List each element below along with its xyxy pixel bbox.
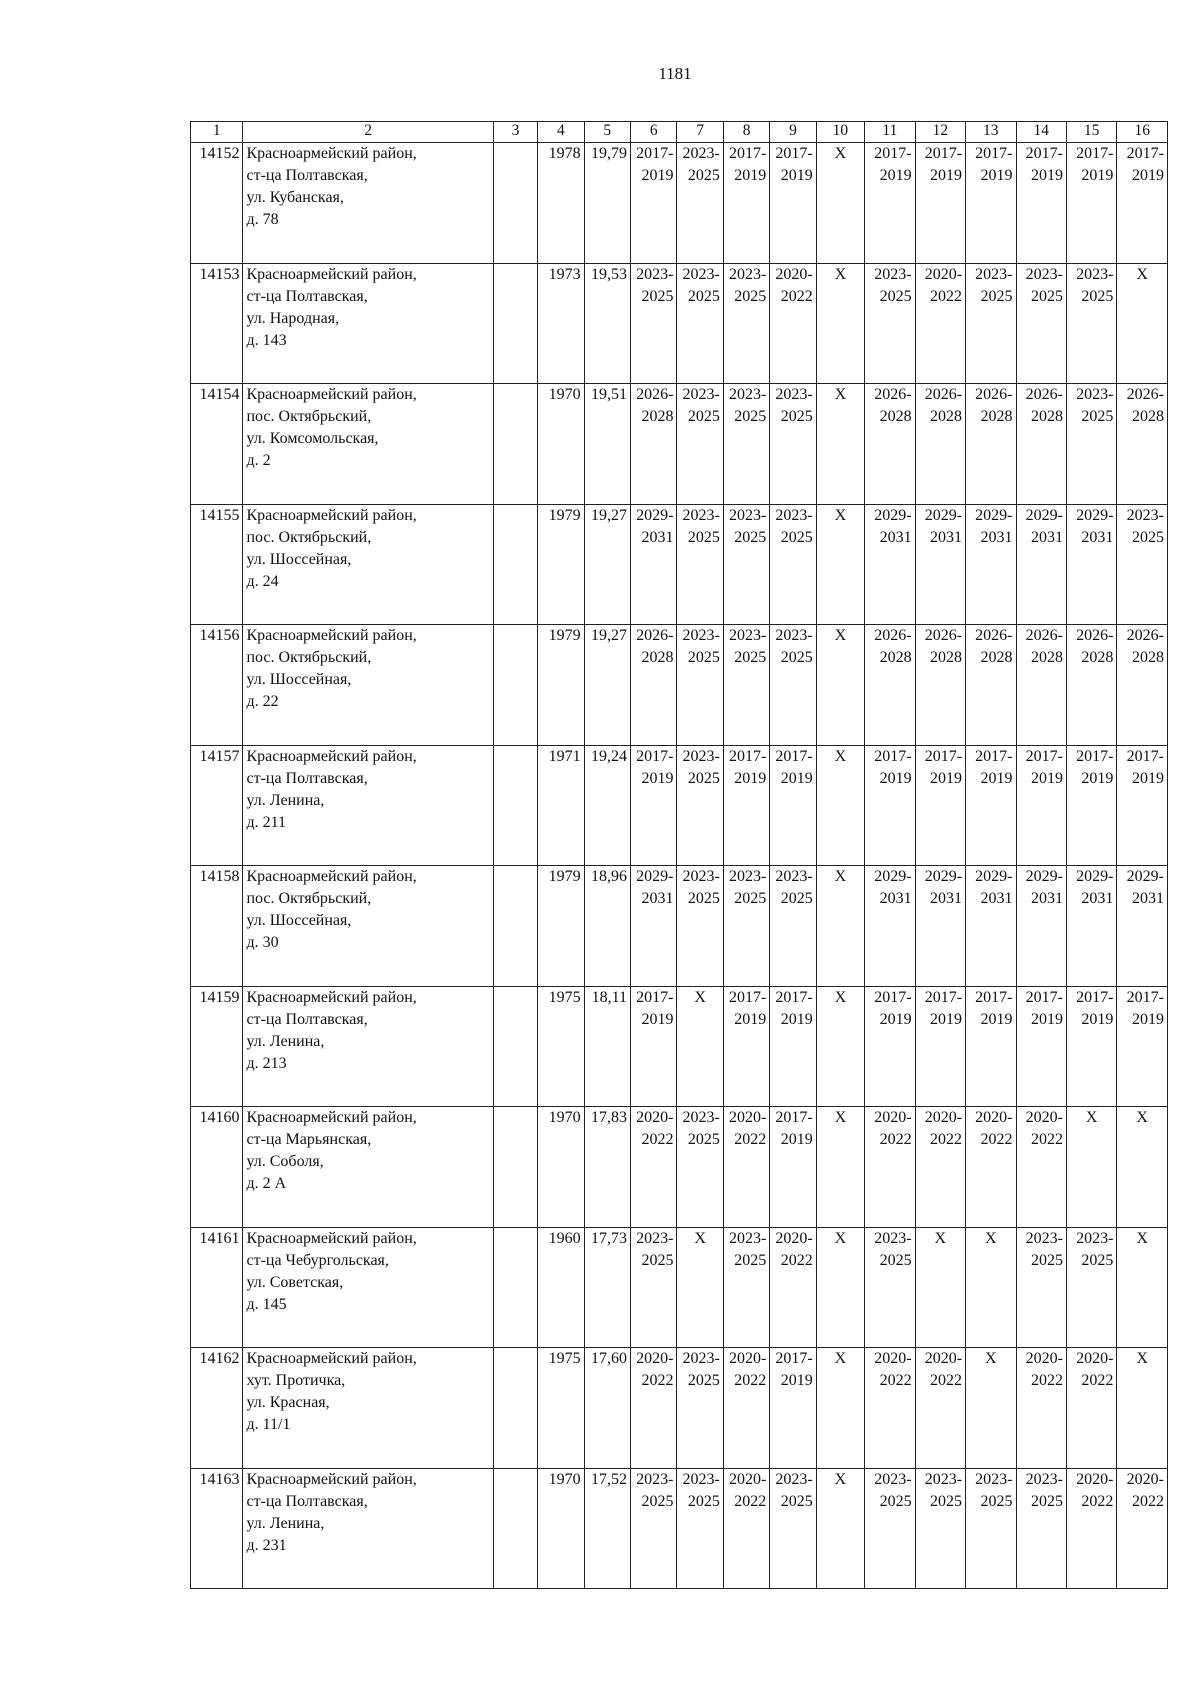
not-applicable-cell: X — [1066, 1107, 1116, 1228]
build-year: 1960 — [538, 1227, 584, 1348]
period-cell: 2026- 2028 — [865, 384, 915, 505]
period-cell: 2023- 2025 — [770, 625, 816, 746]
column-header: 3 — [493, 122, 537, 143]
address-line: ул. Шоссейная, — [246, 550, 352, 568]
period-cell: 2023- 2025 — [770, 504, 816, 625]
register-table — [190, 121, 1168, 1589]
not-applicable-cell: X — [816, 384, 864, 505]
build-year: 1979 — [538, 504, 584, 625]
column-3-cell — [493, 625, 537, 746]
address-line: ул. Соболя, — [246, 1153, 324, 1170]
value-cell: 19,27 — [584, 625, 630, 746]
period-cell: 2023- 2025 — [677, 866, 723, 987]
period-cell: 2020- 2022 — [915, 1348, 965, 1469]
period-cell: 2026- 2028 — [631, 384, 677, 505]
period-cell: 2026- 2028 — [966, 625, 1016, 746]
address-line: Красноармейский район, — [246, 1350, 417, 1367]
address-line: ст-ца Полтавская, — [246, 1492, 368, 1510]
column-header: 16 — [1117, 122, 1168, 143]
column-header: 11 — [865, 122, 915, 143]
period-cell: 2029- 2031 — [1066, 504, 1116, 625]
address-line: ул. Ленина, — [246, 1032, 325, 1050]
value-cell: 19,53 — [584, 263, 630, 384]
period-cell: 2017- 2019 — [1066, 745, 1116, 866]
address-line: хут. Протичка, — [246, 1372, 346, 1389]
period-cell: 2023- 2025 — [677, 1107, 723, 1228]
period-cell: 2026- 2028 — [1117, 625, 1168, 746]
object-id: 14154 — [191, 384, 243, 505]
page-number: 1181 — [658, 64, 692, 83]
period-cell: 2020- 2022 — [865, 1348, 915, 1469]
object-id: 14156 — [191, 625, 243, 746]
period-cell: 2023- 2025 — [1117, 504, 1168, 625]
not-applicable-cell: X — [677, 986, 723, 1107]
object-id: 14152 — [191, 143, 243, 264]
address-line: пос. Октябрьский, — [246, 528, 372, 546]
build-year: 1975 — [538, 986, 584, 1107]
period-cell: 2017- 2019 — [1066, 143, 1116, 264]
address-cell — [243, 745, 493, 866]
column-header: 12 — [915, 122, 965, 143]
period-cell: 2020- 2022 — [770, 1227, 816, 1348]
column-header: 14 — [1016, 122, 1066, 143]
column-header: 9 — [770, 122, 816, 143]
period-cell: 2020- 2022 — [770, 263, 816, 384]
build-year: 1970 — [538, 384, 584, 505]
address-line: д. 22 — [246, 693, 279, 710]
period-cell: 2029- 2031 — [1117, 866, 1168, 987]
value-cell: 19,27 — [584, 504, 630, 625]
period-cell: 2017- 2019 — [1117, 986, 1168, 1107]
address-line: Красноармейский район, — [246, 988, 417, 1006]
build-year: 1979 — [538, 625, 584, 746]
column-header: 5 — [584, 122, 630, 143]
not-applicable-cell: X — [816, 745, 864, 866]
address-line: ул. Кубанская, — [246, 189, 344, 206]
period-cell: 2023- 2025 — [865, 1227, 915, 1348]
period-cell: 2020- 2022 — [966, 1107, 1016, 1228]
not-applicable-cell: X — [1117, 1348, 1168, 1469]
period-cell: 2023- 2025 — [677, 384, 723, 505]
period-cell: 2017- 2019 — [966, 986, 1016, 1107]
period-cell: 2023- 2025 — [770, 1468, 816, 1589]
address-line: ст-ца Полтавская, — [246, 769, 368, 787]
address-line: ул. Ленина, — [246, 791, 325, 809]
period-cell: 2017- 2019 — [770, 1107, 816, 1228]
period-cell: 2023- 2025 — [677, 143, 723, 264]
value-cell: 18,96 — [584, 866, 630, 987]
period-cell: 2029- 2031 — [915, 504, 965, 625]
column-header: 1 — [191, 122, 243, 143]
column-3-cell — [493, 504, 537, 625]
table-row — [191, 384, 1168, 505]
period-cell: 2020- 2022 — [723, 1107, 769, 1228]
period-cell: 2017- 2019 — [1117, 143, 1168, 264]
not-applicable-cell: X — [816, 143, 864, 264]
build-year: 1973 — [538, 263, 584, 384]
period-cell: 2029- 2031 — [865, 504, 915, 625]
address-line: Красноармейский район, — [246, 1229, 417, 1247]
address-line: Красноармейский район, — [246, 506, 417, 524]
table-body — [191, 143, 1168, 1589]
not-applicable-cell: X — [816, 1227, 864, 1348]
period-cell: 2023- 2025 — [723, 1227, 769, 1348]
object-id: 14155 — [191, 504, 243, 625]
address-cell — [243, 143, 493, 264]
address-line: ст-ца Чебургольская, — [246, 1251, 389, 1269]
period-cell: 2017- 2019 — [770, 986, 816, 1107]
not-applicable-cell: X — [966, 1227, 1016, 1348]
address-line: ул. Советская, — [246, 1273, 344, 1291]
address-line: ул. Ленина, — [246, 1514, 325, 1532]
not-applicable-cell: X — [816, 1107, 864, 1228]
column-header: 4 — [538, 122, 584, 143]
address-line: д. 211 — [246, 813, 287, 831]
address-line: ул. Народная, — [246, 309, 340, 327]
address-line: пос. Октябрьский, — [246, 408, 372, 425]
value-cell: 17,83 — [584, 1107, 630, 1228]
address-line: д. 2 А — [246, 1175, 287, 1192]
address-line: д. 30 — [246, 934, 279, 951]
period-cell: 2029- 2031 — [1066, 866, 1116, 987]
address-cell — [243, 263, 493, 384]
address-cell — [243, 625, 493, 746]
address-line: Красноармейский район, — [246, 627, 417, 644]
address-line: ул. Красная, — [246, 1394, 330, 1411]
build-year: 1971 — [538, 745, 584, 866]
address-cell — [243, 384, 493, 505]
object-id: 14158 — [191, 866, 243, 987]
period-cell: 2026- 2028 — [966, 384, 1016, 505]
address-line: д. 213 — [246, 1054, 287, 1072]
period-cell: 2026- 2028 — [915, 625, 965, 746]
not-applicable-cell: X — [816, 1468, 864, 1589]
table-row — [191, 1107, 1168, 1228]
value-cell: 17,52 — [584, 1468, 630, 1589]
address-line: д. 24 — [246, 572, 279, 590]
address-line: д. 78 — [246, 211, 279, 228]
period-cell: 2029- 2031 — [966, 866, 1016, 987]
column-3-cell — [493, 866, 537, 987]
column-3-cell — [493, 143, 537, 264]
column-3-cell — [493, 384, 537, 505]
period-cell: 2020- 2022 — [631, 1107, 677, 1228]
address-line: д. 11/1 — [246, 1416, 291, 1433]
period-cell: 2023- 2025 — [677, 504, 723, 625]
object-id: 14161 — [191, 1227, 243, 1348]
period-cell: 2029- 2031 — [915, 866, 965, 987]
period-cell: 2023- 2025 — [677, 745, 723, 866]
table-row — [191, 1468, 1168, 1589]
object-id: 14160 — [191, 1107, 243, 1228]
table-row — [191, 143, 1168, 264]
period-cell: 2023- 2025 — [915, 1468, 965, 1589]
address-line: Красноармейский район, — [246, 386, 417, 403]
period-cell: 2029- 2031 — [966, 504, 1016, 625]
period-cell: 2023- 2025 — [723, 504, 769, 625]
column-3-cell — [493, 1348, 537, 1469]
column-header: 10 — [816, 122, 864, 143]
period-cell: 2017- 2019 — [631, 143, 677, 264]
period-cell: 2023- 2025 — [677, 625, 723, 746]
column-header: 15 — [1066, 122, 1116, 143]
object-id: 14157 — [191, 745, 243, 866]
column-header: 8 — [723, 122, 769, 143]
period-cell: 2023- 2025 — [723, 384, 769, 505]
address-line: Красноармейский район, — [246, 747, 417, 765]
period-cell: 2026- 2028 — [865, 625, 915, 746]
address-line: пос. Октябрьский, — [246, 890, 372, 907]
period-cell: 2020- 2022 — [915, 1107, 965, 1228]
period-cell: 2017- 2019 — [631, 986, 677, 1107]
period-cell: 2026- 2028 — [1016, 384, 1066, 505]
column-3-cell — [493, 986, 537, 1107]
address-line: д. 143 — [246, 331, 287, 349]
not-applicable-cell: X — [1117, 1227, 1168, 1348]
period-cell: 2023- 2025 — [1016, 263, 1066, 384]
column-header: 13 — [966, 122, 1016, 143]
period-cell: 2017- 2019 — [865, 986, 915, 1107]
not-applicable-cell: X — [1117, 263, 1168, 384]
period-cell: 2023- 2025 — [677, 1468, 723, 1589]
period-cell: 2020- 2022 — [723, 1468, 769, 1589]
address-line: Красноармейский район, — [246, 1109, 417, 1126]
not-applicable-cell: X — [816, 625, 864, 746]
not-applicable-cell: X — [966, 1348, 1016, 1469]
not-applicable-cell: X — [816, 504, 864, 625]
period-cell: 2023- 2025 — [1016, 1468, 1066, 1589]
address-line: ст-ца Полтавская, — [246, 287, 368, 305]
period-cell: 2020- 2022 — [631, 1348, 677, 1469]
value-cell: 17,73 — [584, 1227, 630, 1348]
build-year: 1979 — [538, 866, 584, 987]
header-row — [191, 122, 1168, 143]
period-cell: 2017- 2019 — [631, 745, 677, 866]
period-cell: 2023- 2025 — [770, 866, 816, 987]
period-cell: 2023- 2025 — [966, 1468, 1016, 1589]
period-cell: 2029- 2031 — [631, 866, 677, 987]
period-cell: 2017- 2019 — [1066, 986, 1116, 1107]
address-line: д. 2 — [246, 452, 271, 469]
period-cell: 2020- 2022 — [1066, 1348, 1116, 1469]
period-cell: 2023- 2025 — [631, 1468, 677, 1589]
address-line: ст-ца Полтавская, — [246, 1010, 368, 1028]
period-cell: 2023- 2025 — [865, 1468, 915, 1589]
column-header: 7 — [677, 122, 723, 143]
address-cell — [243, 1227, 493, 1348]
period-cell: 2017- 2019 — [1016, 986, 1066, 1107]
period-cell: 2029- 2031 — [865, 866, 915, 987]
table-row — [191, 1348, 1168, 1469]
period-cell: 2023- 2025 — [723, 263, 769, 384]
address-line: д. 231 — [246, 1536, 287, 1554]
period-cell: 2023- 2025 — [1066, 1227, 1116, 1348]
period-cell: 2026- 2028 — [1066, 625, 1116, 746]
period-cell: 2017- 2019 — [1016, 143, 1066, 264]
period-cell: 2029- 2031 — [631, 504, 677, 625]
period-cell: 2026- 2028 — [1016, 625, 1066, 746]
period-cell: 2023- 2025 — [1066, 384, 1116, 505]
table-row — [191, 866, 1168, 987]
period-cell: 2017- 2019 — [770, 745, 816, 866]
period-cell: 2017- 2019 — [770, 143, 816, 264]
build-year: 1970 — [538, 1107, 584, 1228]
build-year: 1978 — [538, 143, 584, 264]
value-cell: 19,79 — [584, 143, 630, 264]
column-3-cell — [493, 1107, 537, 1228]
address-line: ул. Комсомольская, — [246, 430, 379, 447]
period-cell: 2017- 2019 — [865, 745, 915, 866]
period-cell: 2020- 2022 — [723, 1348, 769, 1469]
period-cell: 2023- 2025 — [677, 263, 723, 384]
period-cell: 2017- 2019 — [915, 745, 965, 866]
address-cell — [243, 1348, 493, 1469]
period-cell: 2020- 2022 — [1016, 1107, 1066, 1228]
not-applicable-cell: X — [915, 1227, 965, 1348]
period-cell: 2029- 2031 — [1016, 866, 1066, 987]
period-cell: 2023- 2025 — [631, 263, 677, 384]
address-line: Красноармейский район, — [246, 1470, 417, 1488]
period-cell: 2017- 2019 — [1016, 745, 1066, 866]
address-line: ул. Шоссейная, — [246, 912, 352, 929]
not-applicable-cell: X — [816, 986, 864, 1107]
period-cell: 2020- 2022 — [1016, 1348, 1066, 1469]
object-id: 14162 — [191, 1348, 243, 1469]
address-line: ул. Шоссейная, — [246, 671, 352, 688]
table-row — [191, 625, 1168, 746]
period-cell: 2020- 2022 — [915, 263, 965, 384]
not-applicable-cell: X — [677, 1227, 723, 1348]
period-cell: 2023- 2025 — [677, 1348, 723, 1469]
object-id: 14163 — [191, 1468, 243, 1589]
period-cell: 2020- 2022 — [865, 1107, 915, 1228]
object-id: 14153 — [191, 263, 243, 384]
not-applicable-cell: X — [816, 1348, 864, 1469]
address-line: ст-ца Марьянская, — [246, 1131, 372, 1148]
period-cell: 2017- 2019 — [865, 143, 915, 264]
period-cell: 2017- 2019 — [723, 143, 769, 264]
table-row — [191, 504, 1168, 625]
period-cell: 2023- 2025 — [966, 263, 1016, 384]
period-cell: 2017- 2019 — [723, 986, 769, 1107]
address-line: ст-ца Полтавская, — [246, 167, 368, 184]
value-cell: 19,51 — [584, 384, 630, 505]
period-cell: 2017- 2019 — [723, 745, 769, 866]
period-cell: 2026- 2028 — [631, 625, 677, 746]
address-line: Красноармейский район, — [246, 265, 417, 283]
address-cell — [243, 986, 493, 1107]
table-row — [191, 263, 1168, 384]
period-cell: 2017- 2019 — [915, 986, 965, 1107]
address-cell — [243, 1107, 493, 1228]
period-cell: 2017- 2019 — [966, 143, 1016, 264]
address-cell — [243, 1468, 493, 1589]
value-cell: 18,11 — [584, 986, 630, 1107]
address-line: д. 145 — [246, 1295, 287, 1313]
not-applicable-cell: X — [816, 263, 864, 384]
period-cell: 2023- 2025 — [723, 625, 769, 746]
period-cell: 2017- 2019 — [915, 143, 965, 264]
address-line: Красноармейский район, — [246, 868, 417, 885]
address-cell — [243, 504, 493, 625]
not-applicable-cell: X — [816, 866, 864, 987]
column-3-cell — [493, 1227, 537, 1348]
table-row — [191, 745, 1168, 866]
value-cell: 17,60 — [584, 1348, 630, 1469]
period-cell: 2017- 2019 — [966, 745, 1016, 866]
period-cell: 2023- 2025 — [723, 866, 769, 987]
period-cell: 2023- 2025 — [1016, 1227, 1066, 1348]
period-cell: 2017- 2019 — [770, 1348, 816, 1469]
period-cell: 2023- 2025 — [1066, 263, 1116, 384]
period-cell: 2017- 2019 — [1117, 745, 1168, 866]
build-year: 1970 — [538, 1468, 584, 1589]
column-3-cell — [493, 1468, 537, 1589]
column-header: 6 — [631, 122, 677, 143]
address-cell — [243, 866, 493, 987]
address-line: пос. Октябрьский, — [246, 649, 372, 666]
period-cell: 2029- 2031 — [1016, 504, 1066, 625]
period-cell: 2020- 2022 — [1066, 1468, 1116, 1589]
not-applicable-cell: X — [1117, 1107, 1168, 1228]
period-cell: 2023- 2025 — [865, 263, 915, 384]
period-cell: 2020- 2022 — [1117, 1468, 1168, 1589]
period-cell: 2023- 2025 — [770, 384, 816, 505]
column-header: 2 — [243, 122, 493, 143]
period-cell: 2026- 2028 — [915, 384, 965, 505]
address-line: Красноармейский район, — [246, 145, 417, 162]
column-3-cell — [493, 745, 537, 866]
build-year: 1975 — [538, 1348, 584, 1469]
table-row — [191, 1227, 1168, 1348]
object-id: 14159 — [191, 986, 243, 1107]
period-cell: 2026- 2028 — [1117, 384, 1168, 505]
table-row — [191, 986, 1168, 1107]
value-cell: 19,24 — [584, 745, 630, 866]
period-cell: 2023- 2025 — [631, 1227, 677, 1348]
column-3-cell — [493, 263, 537, 384]
